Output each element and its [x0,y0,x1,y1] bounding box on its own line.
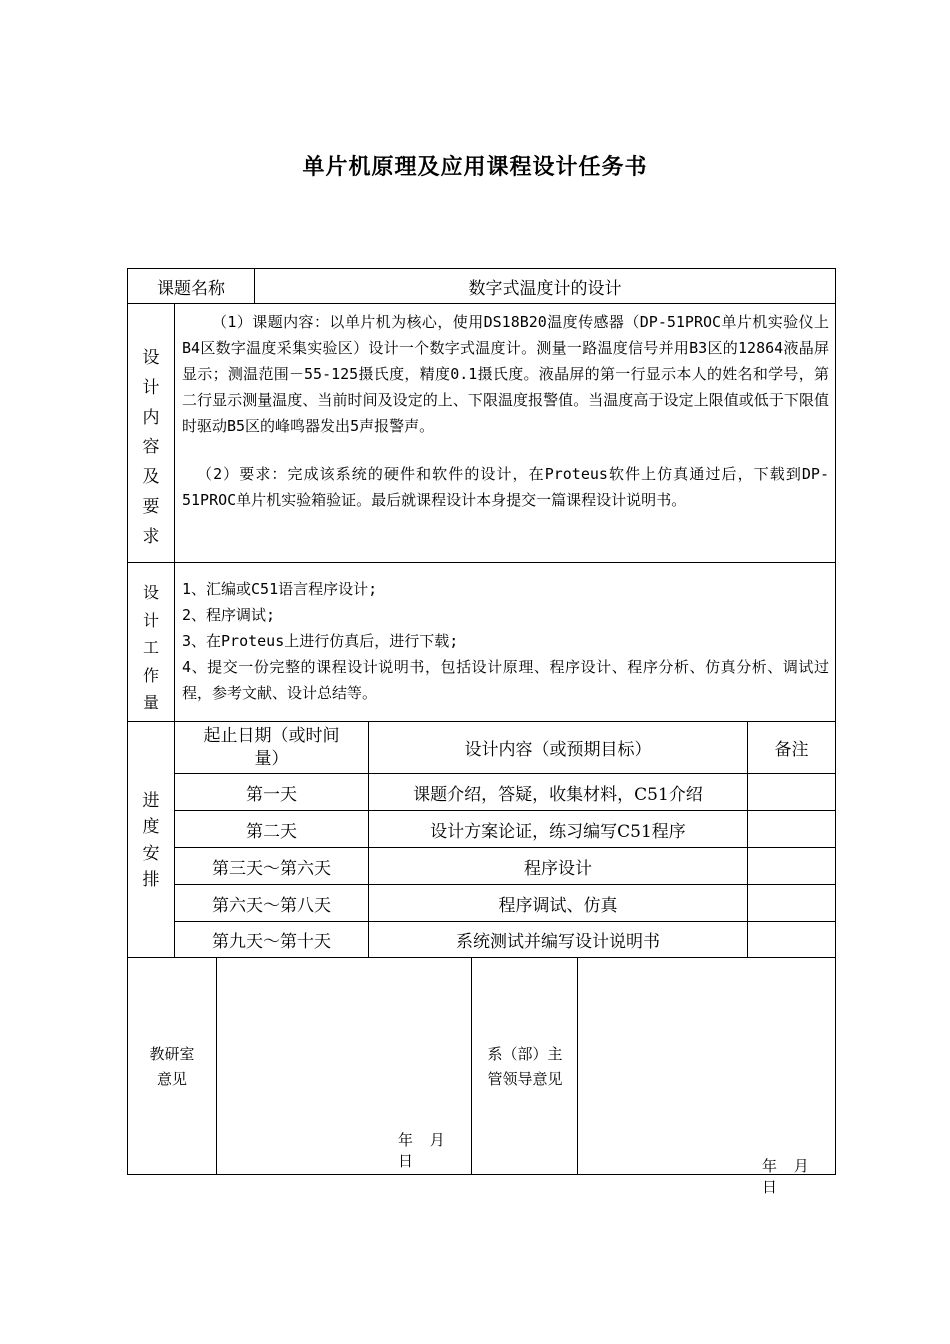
workload-label: 设 计 工 作 量 [142,583,159,713]
schedule-row-date: 第一天 [174,773,368,810]
office-opinion-field [216,957,471,1174]
office-opinion-date: 年 月 日 [398,1131,451,1170]
requirements-label: 设 计 内 容 及 要 求 [142,348,160,547]
requirements-content [174,303,835,562]
workload-content [174,562,835,721]
task-table [127,268,836,1196]
workload-item: 4、提交一份完整的课程设计说明书，包括设计原理、程序设计、程序分析、仿真分析、调试过程，参考文献、设计总结等。 [182,658,829,702]
schedule-row-content: 程序调试、仿真 [368,884,747,921]
dept-opinion-field [577,957,835,1196]
topic-label: 课题名称 [157,278,225,299]
schedule-header-content: 设计内容（或预期目标） [368,721,747,773]
workload-item: 1、汇编或C51语言程序设计; [182,580,378,598]
schedule-header-date: 起止日期（或时间量） [174,721,368,773]
schedule-row-content: 程序设计 [368,847,747,884]
schedule-row-date: 第二天 [174,810,368,847]
dept-opinion-label-cell [471,957,577,1174]
schedule-row-content: 设计方案论证，练习编写C51程序 [368,810,747,847]
workload-item: 2、程序调试; [182,606,276,624]
schedule-row-note [747,921,835,957]
schedule-header-note: 备注 [747,721,835,773]
schedule-row-content: 课题介绍，答疑，收集材料，C51介绍 [368,773,747,810]
requirements-label-cell [128,303,174,562]
workload-label-cell [128,562,174,721]
schedule-row-note [747,847,835,884]
office-opinion-label: 教研室 意见 [149,1045,195,1088]
requirements-paragraph-2: （2）要求：完成该系统的硬件和软件的设计，在Proteus软件上仿真通过后，下载到DP-51PROC单片机实验箱验证。最后就课程设计本身提交一篇课程设计说明书。 [182,465,829,509]
office-opinion-label-cell [128,957,216,1174]
topic-value: 数字式温度计的设计 [254,269,835,303]
dept-opinion-label: 系（部）主 管领导意见 [487,1045,563,1088]
schedule-row-date: 第三天～第六天 [174,847,368,884]
schedule-label: 进 度 安 排 [142,791,160,891]
schedule-row-note [747,773,835,810]
dept-opinion-date: 年 月 日 [762,1157,815,1196]
workload-item: 3、在Proteus上进行仿真后，进行下载; [182,632,459,650]
schedule-row-content: 系统测试并编写设计说明书 [368,921,747,957]
schedule-row-note [747,810,835,847]
schedule-row-date: 第六天～第八天 [174,884,368,921]
requirements-paragraph-1: （1）课题内容：以单片机为核心，使用DS18B20温度传感器（DP-51PROC单片机实验仪上B4区数字温度采集实验区）设计一个数字式温度计。测量一路温度信号并用B3区的12864液晶屏显示；测温范围－55-125摄氏度，精度0.1摄氏度。液晶屏的第一行显示本人的姓名和学号，第二行显示测量温度、当前时间及设定的上、下限温度报警值。当温度高于设定上限值或低于下限值时驱动B5区的峰鸣器发出5声报警声。 [182,313,829,435]
schedule-row-date: 第九天～第十天 [174,921,368,957]
schedule-label-cell [128,721,174,957]
page-title: 单片机原理及应用课程设计任务书 [302,154,648,180]
schedule-row-note [747,884,835,921]
